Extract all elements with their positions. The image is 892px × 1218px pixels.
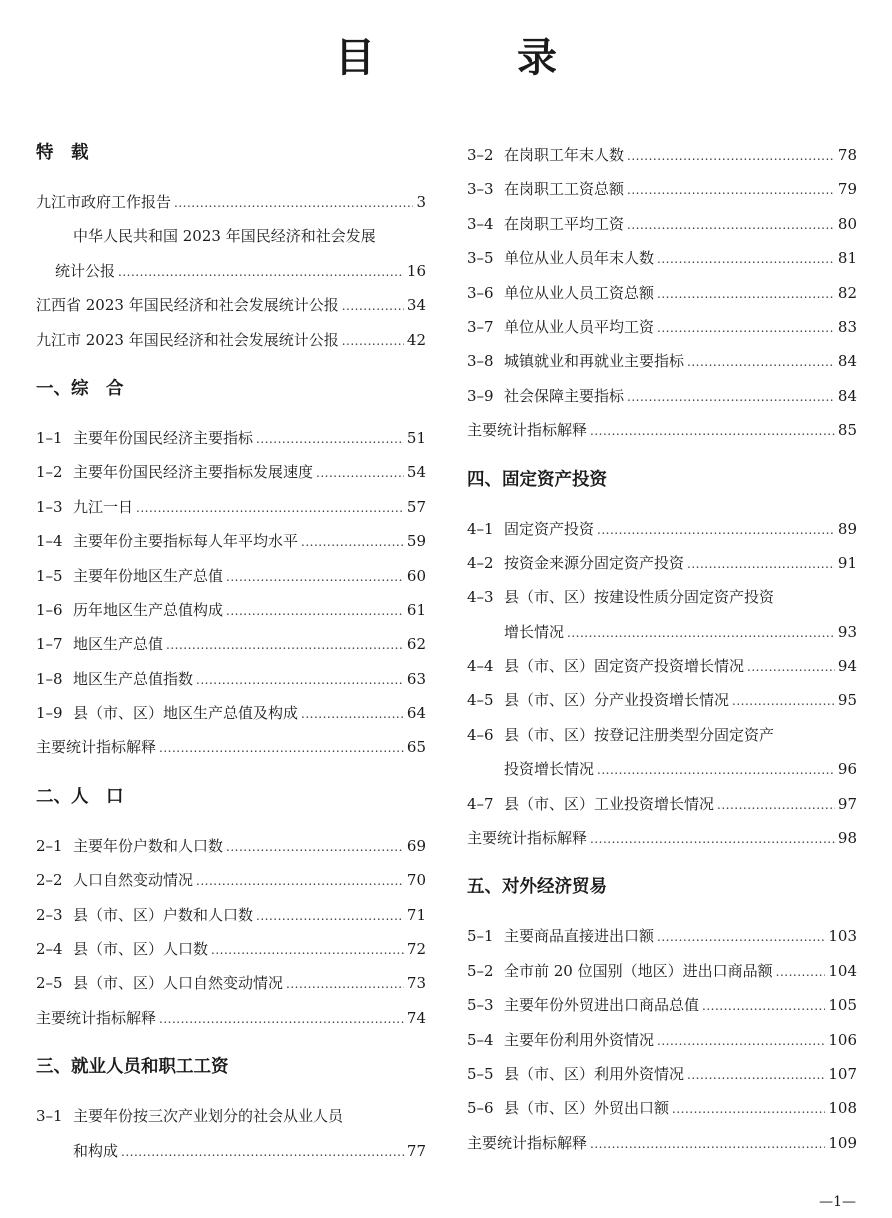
entry-title: 县（市、区）地区生产总值及构成 bbox=[73, 704, 299, 723]
entry-page: 81 bbox=[837, 249, 857, 268]
entry-title: 县（市、区）户数和人口数 bbox=[73, 905, 254, 924]
entry-page: 16 bbox=[406, 261, 426, 280]
entry-title: 主要年份地区生产总值 bbox=[73, 566, 224, 585]
dot-leader bbox=[226, 594, 404, 628]
entry-page: 91 bbox=[837, 553, 857, 572]
dot-leader bbox=[174, 186, 413, 220]
dot-leader bbox=[657, 242, 835, 276]
entry-number: 5–2 bbox=[467, 961, 494, 980]
toc-entry-line[interactable] bbox=[467, 580, 857, 614]
dot-leader bbox=[136, 491, 404, 525]
entry-page: 59 bbox=[406, 532, 426, 551]
entry-title: 在岗职工工资总额 bbox=[504, 180, 625, 199]
entry-page: 73 bbox=[406, 974, 426, 993]
toc-entry[interactable] bbox=[36, 421, 426, 455]
toc-entry[interactable] bbox=[467, 1126, 857, 1160]
toc-entry[interactable] bbox=[467, 683, 857, 717]
dot-leader bbox=[256, 899, 404, 933]
toc-entry-line[interactable] bbox=[36, 219, 426, 253]
entry-number: 2–5 bbox=[36, 974, 63, 993]
section-heading: 二、人 口 bbox=[36, 786, 124, 807]
entry-title: 地区生产总值指数 bbox=[73, 669, 194, 688]
entry-page: 69 bbox=[406, 836, 426, 855]
entry-number: 1–1 bbox=[36, 428, 63, 447]
toc-section-entries bbox=[467, 919, 857, 1160]
toc-right-column bbox=[467, 138, 857, 1160]
dot-leader bbox=[687, 1058, 825, 1092]
toc-entry[interactable] bbox=[467, 615, 857, 649]
toc-entry[interactable] bbox=[36, 185, 426, 219]
section-heading: 特 载 bbox=[36, 143, 89, 163]
entry-title: 主要统计指标解释 bbox=[36, 1008, 157, 1027]
toc-entry[interactable] bbox=[467, 379, 857, 413]
toc-entry-line[interactable] bbox=[467, 718, 857, 752]
toc-entry[interactable] bbox=[36, 288, 426, 322]
dot-leader bbox=[776, 955, 826, 989]
entry-title: 按资金来源分固定资产投资 bbox=[504, 553, 685, 572]
toc-entry[interactable] bbox=[467, 276, 857, 310]
entry-number: 1–5 bbox=[36, 566, 63, 585]
entry-number: 4–3 bbox=[467, 588, 494, 607]
entry-title-continued: 增长情况 bbox=[504, 622, 565, 641]
dot-leader bbox=[196, 864, 404, 898]
entry-title: 县（市、区）人口自然变动情况 bbox=[73, 974, 284, 993]
entry-page: 80 bbox=[837, 214, 857, 233]
entry-number: 5–6 bbox=[467, 1099, 494, 1118]
entry-number: 4–6 bbox=[467, 725, 494, 744]
entry-page: 108 bbox=[828, 1099, 857, 1118]
page-number: —1— bbox=[819, 1194, 856, 1210]
toc-entry[interactable] bbox=[36, 730, 426, 764]
entry-title: 人口自然变动情况 bbox=[73, 871, 194, 890]
entry-number: 3–6 bbox=[467, 283, 494, 302]
entry-page: 89 bbox=[837, 519, 857, 538]
entry-page: 104 bbox=[828, 961, 857, 980]
entry-page: 96 bbox=[837, 760, 857, 779]
toc-left-column bbox=[36, 138, 426, 1168]
toc-entry[interactable] bbox=[467, 1057, 857, 1091]
entry-page: 72 bbox=[406, 940, 426, 959]
toc-entry[interactable] bbox=[467, 207, 857, 241]
dot-leader bbox=[118, 255, 404, 289]
entry-page: 74 bbox=[406, 1008, 426, 1027]
entry-page: 63 bbox=[406, 669, 426, 688]
toc-entry[interactable] bbox=[36, 1134, 426, 1168]
entry-title-continued: 和构成 bbox=[73, 1141, 119, 1160]
toc-entry[interactable] bbox=[36, 932, 426, 966]
entry-page: 97 bbox=[837, 794, 857, 813]
entry-number: 5–1 bbox=[467, 927, 494, 946]
entry-number: 2–4 bbox=[36, 940, 63, 959]
entry-page: 3 bbox=[416, 193, 426, 211]
dot-leader bbox=[657, 920, 825, 954]
section-heading: 五、对外经济贸易 bbox=[467, 877, 607, 898]
entry-page: 64 bbox=[406, 704, 426, 723]
entry-number: 1–9 bbox=[36, 704, 63, 723]
section-gap bbox=[36, 357, 426, 374]
dot-leader bbox=[627, 173, 835, 207]
toc-entry[interactable] bbox=[36, 490, 426, 524]
dot-leader bbox=[732, 684, 835, 718]
entry-title: 江西省 2023 年国民经济和社会发展统计公报 bbox=[36, 296, 339, 315]
section-gap bbox=[467, 448, 857, 465]
entry-title: 九江市 2023 年国民经济和社会发展统计公报 bbox=[36, 330, 339, 349]
entry-number: 5–3 bbox=[467, 996, 494, 1015]
dot-leader bbox=[342, 289, 404, 323]
toc-entry[interactable] bbox=[467, 1023, 857, 1057]
dot-leader bbox=[211, 933, 404, 967]
entry-number: 1–4 bbox=[36, 532, 63, 551]
entry-title: 历年地区生产总值构成 bbox=[73, 600, 224, 619]
entry-title: 县（市、区）人口数 bbox=[73, 940, 209, 959]
entry-page: 84 bbox=[837, 352, 857, 371]
toc-entry[interactable] bbox=[467, 988, 857, 1022]
dot-leader bbox=[256, 422, 404, 456]
section-heading: 四、固定资产投资 bbox=[467, 469, 607, 490]
entry-page: 62 bbox=[406, 635, 426, 654]
entry-title: 主要年份户数和人口数 bbox=[73, 836, 224, 855]
dot-leader bbox=[567, 616, 835, 650]
toc-entry[interactable] bbox=[36, 966, 426, 1000]
entry-title: 主要年份利用外资情况 bbox=[504, 1030, 655, 1049]
entry-number: 1–6 bbox=[36, 600, 63, 619]
toc-entry[interactable] bbox=[467, 172, 857, 206]
toc-entry[interactable] bbox=[467, 310, 857, 344]
dot-leader bbox=[672, 1092, 825, 1126]
dot-leader bbox=[316, 456, 404, 490]
entry-page: 83 bbox=[837, 317, 857, 336]
entry-title: 县（市、区）固定资产投资增长情况 bbox=[504, 657, 745, 676]
entry-number: 4–2 bbox=[467, 553, 494, 572]
entry-page: 98 bbox=[837, 829, 857, 848]
toc-entry[interactable] bbox=[467, 546, 857, 580]
dot-leader bbox=[597, 513, 835, 547]
entry-title: 单位从业人员年末人数 bbox=[504, 249, 655, 268]
toc-entry[interactable] bbox=[36, 898, 426, 932]
entry-title: 主要年份主要指标每人年平均水平 bbox=[73, 532, 299, 551]
entry-number: 2–1 bbox=[36, 836, 63, 855]
entry-page: 107 bbox=[828, 1064, 857, 1083]
entry-page: 93 bbox=[837, 622, 857, 641]
toc-entry[interactable] bbox=[467, 649, 857, 683]
dot-leader bbox=[590, 1127, 825, 1161]
entry-number: 1–7 bbox=[36, 635, 63, 654]
entry-number: 4–4 bbox=[467, 657, 494, 676]
entry-page: 70 bbox=[406, 871, 426, 890]
toc-section-entries bbox=[36, 421, 426, 765]
entry-page: 54 bbox=[406, 463, 426, 482]
dot-leader bbox=[159, 731, 404, 765]
toc-entry[interactable] bbox=[467, 821, 857, 855]
dot-leader bbox=[747, 650, 835, 684]
entry-number: 3–7 bbox=[467, 317, 494, 336]
dot-leader bbox=[342, 324, 404, 358]
entry-title: 主要商品直接进出口额 bbox=[504, 927, 655, 946]
entry-number: 4–5 bbox=[467, 691, 494, 710]
toc-entry[interactable] bbox=[36, 1001, 426, 1035]
dot-leader bbox=[597, 753, 835, 787]
toc-section-entries bbox=[36, 829, 426, 1035]
entry-page: 82 bbox=[837, 283, 857, 302]
toc-section-entries bbox=[36, 1099, 426, 1168]
entry-title: 县（市、区）利用外资情况 bbox=[504, 1064, 685, 1083]
entry-title: 县（市、区）分产业投资增长情况 bbox=[504, 691, 730, 710]
toc-entry[interactable] bbox=[36, 455, 426, 489]
dot-leader bbox=[226, 830, 404, 864]
dot-leader bbox=[590, 414, 835, 448]
entry-number: 1–3 bbox=[36, 497, 63, 516]
toc-entry[interactable] bbox=[36, 323, 426, 357]
dot-leader bbox=[166, 628, 404, 662]
entry-title: 主要年份国民经济主要指标发展速度 bbox=[73, 463, 314, 482]
entry-page: 105 bbox=[828, 996, 857, 1015]
entry-title-continued: 统计公报 bbox=[55, 261, 116, 280]
toc-section-entries bbox=[467, 138, 857, 448]
dot-leader bbox=[657, 1024, 825, 1058]
entry-title: 在岗职工年末人数 bbox=[504, 146, 625, 164]
dot-leader bbox=[657, 311, 835, 345]
toc-entry[interactable] bbox=[467, 413, 857, 447]
dot-leader bbox=[286, 967, 404, 1001]
entry-page: 65 bbox=[406, 738, 426, 757]
toc-entry[interactable] bbox=[467, 954, 857, 988]
entry-title: 主要年份国民经济主要指标 bbox=[73, 428, 254, 447]
entry-number: 2–3 bbox=[36, 905, 63, 924]
dot-leader bbox=[121, 1135, 404, 1169]
entry-title: 固定资产投资 bbox=[504, 519, 595, 538]
entry-page: 78 bbox=[837, 146, 857, 164]
dot-leader bbox=[196, 663, 404, 697]
toc-entry[interactable] bbox=[36, 524, 426, 558]
entry-title: 在岗职工平均工资 bbox=[504, 214, 625, 233]
entry-title: 县（市、区）工业投资增长情况 bbox=[504, 794, 715, 813]
dot-leader bbox=[687, 345, 835, 379]
toc-entry[interactable] bbox=[467, 512, 857, 546]
dot-leader bbox=[627, 208, 835, 242]
dot-leader bbox=[627, 139, 835, 173]
entry-title: 主要统计指标解释 bbox=[36, 738, 157, 757]
entry-title: 城镇就业和再就业主要指标 bbox=[504, 352, 685, 371]
entry-number: 5–5 bbox=[467, 1064, 494, 1083]
entry-page: 51 bbox=[406, 428, 426, 447]
entry-title: 主要年份按三次产业划分的社会从业人员 bbox=[73, 1107, 344, 1126]
page-title: 目 录 bbox=[335, 35, 621, 81]
toc-section-entries bbox=[467, 512, 857, 856]
toc-entry[interactable] bbox=[467, 241, 857, 275]
entry-title: 县（市、区）按建设性质分固定资产投资 bbox=[504, 588, 775, 607]
entry-page: 95 bbox=[837, 691, 857, 710]
entry-page: 34 bbox=[406, 296, 426, 315]
entry-title: 社会保障主要指标 bbox=[504, 386, 625, 405]
entry-number: 1–8 bbox=[36, 669, 63, 688]
toc-entry[interactable] bbox=[36, 829, 426, 863]
entry-number: 3–1 bbox=[36, 1107, 63, 1126]
entry-page: 42 bbox=[406, 330, 426, 349]
entry-number: 4–7 bbox=[467, 794, 494, 813]
entry-title: 九江一日 bbox=[73, 497, 134, 516]
entry-title: 主要年份外贸进出口商品总值 bbox=[504, 996, 700, 1015]
toc-entry[interactable] bbox=[467, 787, 857, 821]
entry-number: 3–8 bbox=[467, 352, 494, 371]
entry-number: 3–5 bbox=[467, 249, 494, 268]
entry-title: 单位从业人员工资总额 bbox=[504, 283, 655, 302]
toc-entry[interactable] bbox=[467, 138, 857, 172]
dot-leader bbox=[627, 380, 835, 414]
toc-entry[interactable] bbox=[467, 1091, 857, 1125]
entry-title: 单位从业人员平均工资 bbox=[504, 317, 655, 336]
toc-entry[interactable] bbox=[467, 919, 857, 953]
entry-title: 全市前 20 位国别（地区）进出口商品额 bbox=[504, 961, 773, 980]
toc-entry[interactable] bbox=[36, 863, 426, 897]
entry-page: 79 bbox=[837, 180, 857, 199]
section-gap bbox=[36, 1035, 426, 1052]
toc-section-entries bbox=[36, 185, 426, 357]
entry-number: 3–3 bbox=[467, 180, 494, 199]
entry-title: 九江市政府工作报告 bbox=[36, 193, 172, 211]
dot-leader bbox=[301, 525, 404, 559]
toc-entry[interactable] bbox=[36, 662, 426, 696]
section-gap bbox=[467, 855, 857, 872]
entry-page: 60 bbox=[406, 566, 426, 585]
entry-title: 主要统计指标解释 bbox=[467, 829, 588, 848]
entry-page: 94 bbox=[837, 657, 857, 676]
entry-number: 3–9 bbox=[467, 386, 494, 405]
section-heading: 三、就业人员和职工工资 bbox=[36, 1057, 229, 1078]
entry-page: 77 bbox=[406, 1141, 426, 1160]
toc-entry[interactable] bbox=[36, 696, 426, 730]
toc-entry[interactable] bbox=[36, 559, 426, 593]
dot-leader bbox=[687, 547, 835, 581]
dot-leader bbox=[717, 788, 835, 822]
entry-number: 3–2 bbox=[467, 146, 494, 164]
dot-leader bbox=[657, 277, 835, 311]
dot-leader bbox=[159, 1002, 404, 1036]
entry-number: 3–4 bbox=[467, 214, 494, 233]
entry-title: 县（市、区）按登记注册类型分固定资产 bbox=[504, 725, 775, 744]
entry-title: 主要统计指标解释 bbox=[467, 1133, 588, 1152]
entry-page: 84 bbox=[837, 386, 857, 405]
toc-entry[interactable] bbox=[36, 254, 426, 288]
section-gap bbox=[36, 765, 426, 782]
entry-title-continued: 投资增长情况 bbox=[504, 760, 595, 779]
toc-entry[interactable] bbox=[467, 344, 857, 378]
entry-number: 2–2 bbox=[36, 871, 63, 890]
entry-number: 1–2 bbox=[36, 463, 63, 482]
dot-leader bbox=[702, 989, 825, 1023]
dot-leader bbox=[590, 822, 835, 856]
entry-page: 106 bbox=[828, 1030, 857, 1049]
entry-page: 109 bbox=[828, 1133, 857, 1152]
dot-leader bbox=[301, 697, 404, 731]
entry-title: 县（市、区）外贸出口额 bbox=[504, 1099, 670, 1118]
entry-title: 地区生产总值 bbox=[73, 635, 164, 654]
dot-leader bbox=[226, 560, 404, 594]
toc-entry[interactable] bbox=[467, 752, 857, 786]
section-heading: 一、综 合 bbox=[36, 378, 124, 399]
entry-page: 85 bbox=[837, 421, 857, 440]
toc-entry[interactable] bbox=[36, 627, 426, 661]
entry-page: 61 bbox=[406, 600, 426, 619]
entry-number: 5–4 bbox=[467, 1030, 494, 1049]
entry-title: 中华人民共和国 2023 年国民经济和社会发展 bbox=[73, 227, 376, 246]
toc-entry[interactable] bbox=[36, 593, 426, 627]
toc-entry-line[interactable] bbox=[36, 1099, 426, 1133]
entry-page: 103 bbox=[828, 927, 857, 946]
entry-title: 主要统计指标解释 bbox=[467, 421, 588, 440]
entry-page: 71 bbox=[406, 905, 426, 924]
entry-number: 4–1 bbox=[467, 519, 494, 538]
entry-page: 57 bbox=[406, 497, 426, 516]
